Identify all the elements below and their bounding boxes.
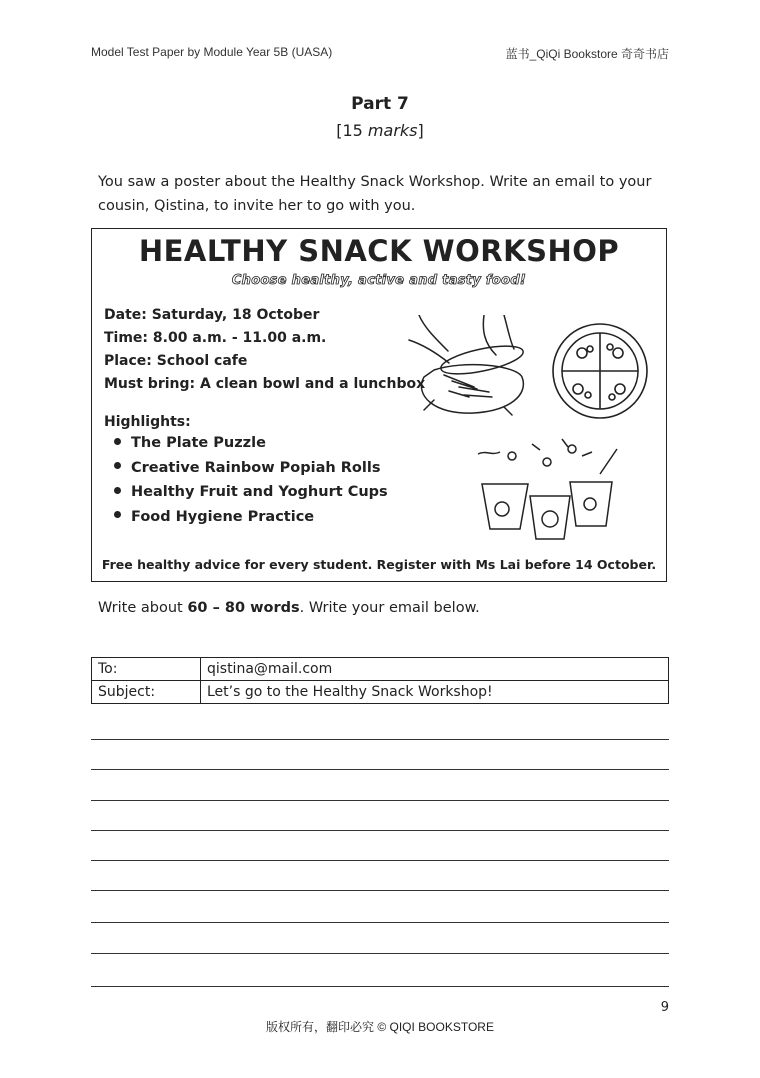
poster-place: Place: School cafe	[104, 353, 248, 369]
poster-must-bring: Must bring: A clean bowl and a lunchbox	[104, 376, 426, 392]
poster-subtitle: Choose healthy, active and tasty food!	[231, 273, 527, 288]
poster-date: Date: Saturday, 18 October	[104, 307, 320, 323]
highlight-text: Creative Rainbow Popiah Rolls	[131, 459, 381, 476]
highlight-text: Healthy Fruit and Yoghurt Cups	[131, 484, 388, 500]
word-count-bold: 60 – 80 words	[187, 600, 300, 616]
poster-time: Time: 8.00 a.m. - 11.00 a.m.	[104, 330, 327, 346]
word-count-suffix: . Write your email below.	[299, 600, 480, 616]
workshop-poster	[91, 228, 667, 582]
writing-line[interactable]	[91, 739, 669, 740]
writing-line[interactable]	[91, 922, 669, 923]
highlight-text: The Plate Puzzle	[131, 435, 266, 451]
page-footer: 版权所有，翻印必究 © QIQI BOOKSTORE	[266, 1020, 494, 1034]
email-subject-row	[92, 681, 669, 704]
popiah-roll-illustration	[404, 315, 539, 425]
bullet-icon	[114, 462, 121, 469]
page-number: 9	[660, 1000, 669, 1015]
highlight-item	[114, 509, 388, 534]
writing-line[interactable]	[91, 830, 669, 831]
writing-line[interactable]	[91, 860, 669, 861]
poster-footer: Free healthy advice for every student. Register with Ms Lai before 14 October.	[101, 557, 657, 572]
subject-value[interactable]: Let’s go to the Healthy Snack Workshop!	[201, 681, 669, 704]
bullet-icon	[114, 487, 121, 494]
fruit-yoghurt-cups-illustration	[472, 434, 622, 549]
highlight-item	[114, 435, 388, 460]
to-label: To:	[92, 658, 201, 681]
bullet-icon	[114, 438, 121, 445]
poster-highlights-label: Highlights:	[104, 414, 191, 430]
word-count-prefix: Write about	[98, 600, 188, 616]
marks-label	[0, 121, 760, 140]
subject-label: Subject:	[92, 681, 201, 704]
header-right: 蓝书_QiQi Bookstore 奇奇书店	[505, 47, 669, 61]
highlight-item	[114, 484, 388, 509]
part-title: Part 7	[351, 94, 409, 114]
highlights-list	[114, 435, 388, 533]
word-count-instruction	[98, 600, 480, 616]
marks-italic: marks	[367, 121, 418, 140]
marks-suffix: ]	[417, 121, 424, 140]
bullet-icon	[114, 511, 121, 518]
healthy-plate-illustration	[548, 321, 653, 421]
instruction-text: You saw a poster about the Healthy Snack Workshop. Write an email to your cousin, Qistina, to invite her to go with you.	[98, 174, 652, 214]
header-left: Model Test Paper by Module Year 5B (UASA)	[91, 45, 333, 59]
to-value[interactable]: qistina@mail.com	[201, 658, 669, 681]
writing-line[interactable]	[91, 890, 669, 891]
writing-line[interactable]	[91, 769, 669, 770]
highlight-text: Food Hygiene Practice	[131, 508, 315, 525]
email-to-row	[92, 658, 669, 681]
writing-line[interactable]	[91, 953, 669, 954]
marks-prefix: [15	[336, 121, 368, 140]
writing-line[interactable]	[91, 800, 669, 801]
email-header-table	[91, 657, 669, 704]
highlight-item	[114, 460, 388, 485]
poster-title: HEALTHY SNACK WORKSHOP	[138, 234, 620, 268]
writing-line[interactable]	[91, 986, 669, 987]
